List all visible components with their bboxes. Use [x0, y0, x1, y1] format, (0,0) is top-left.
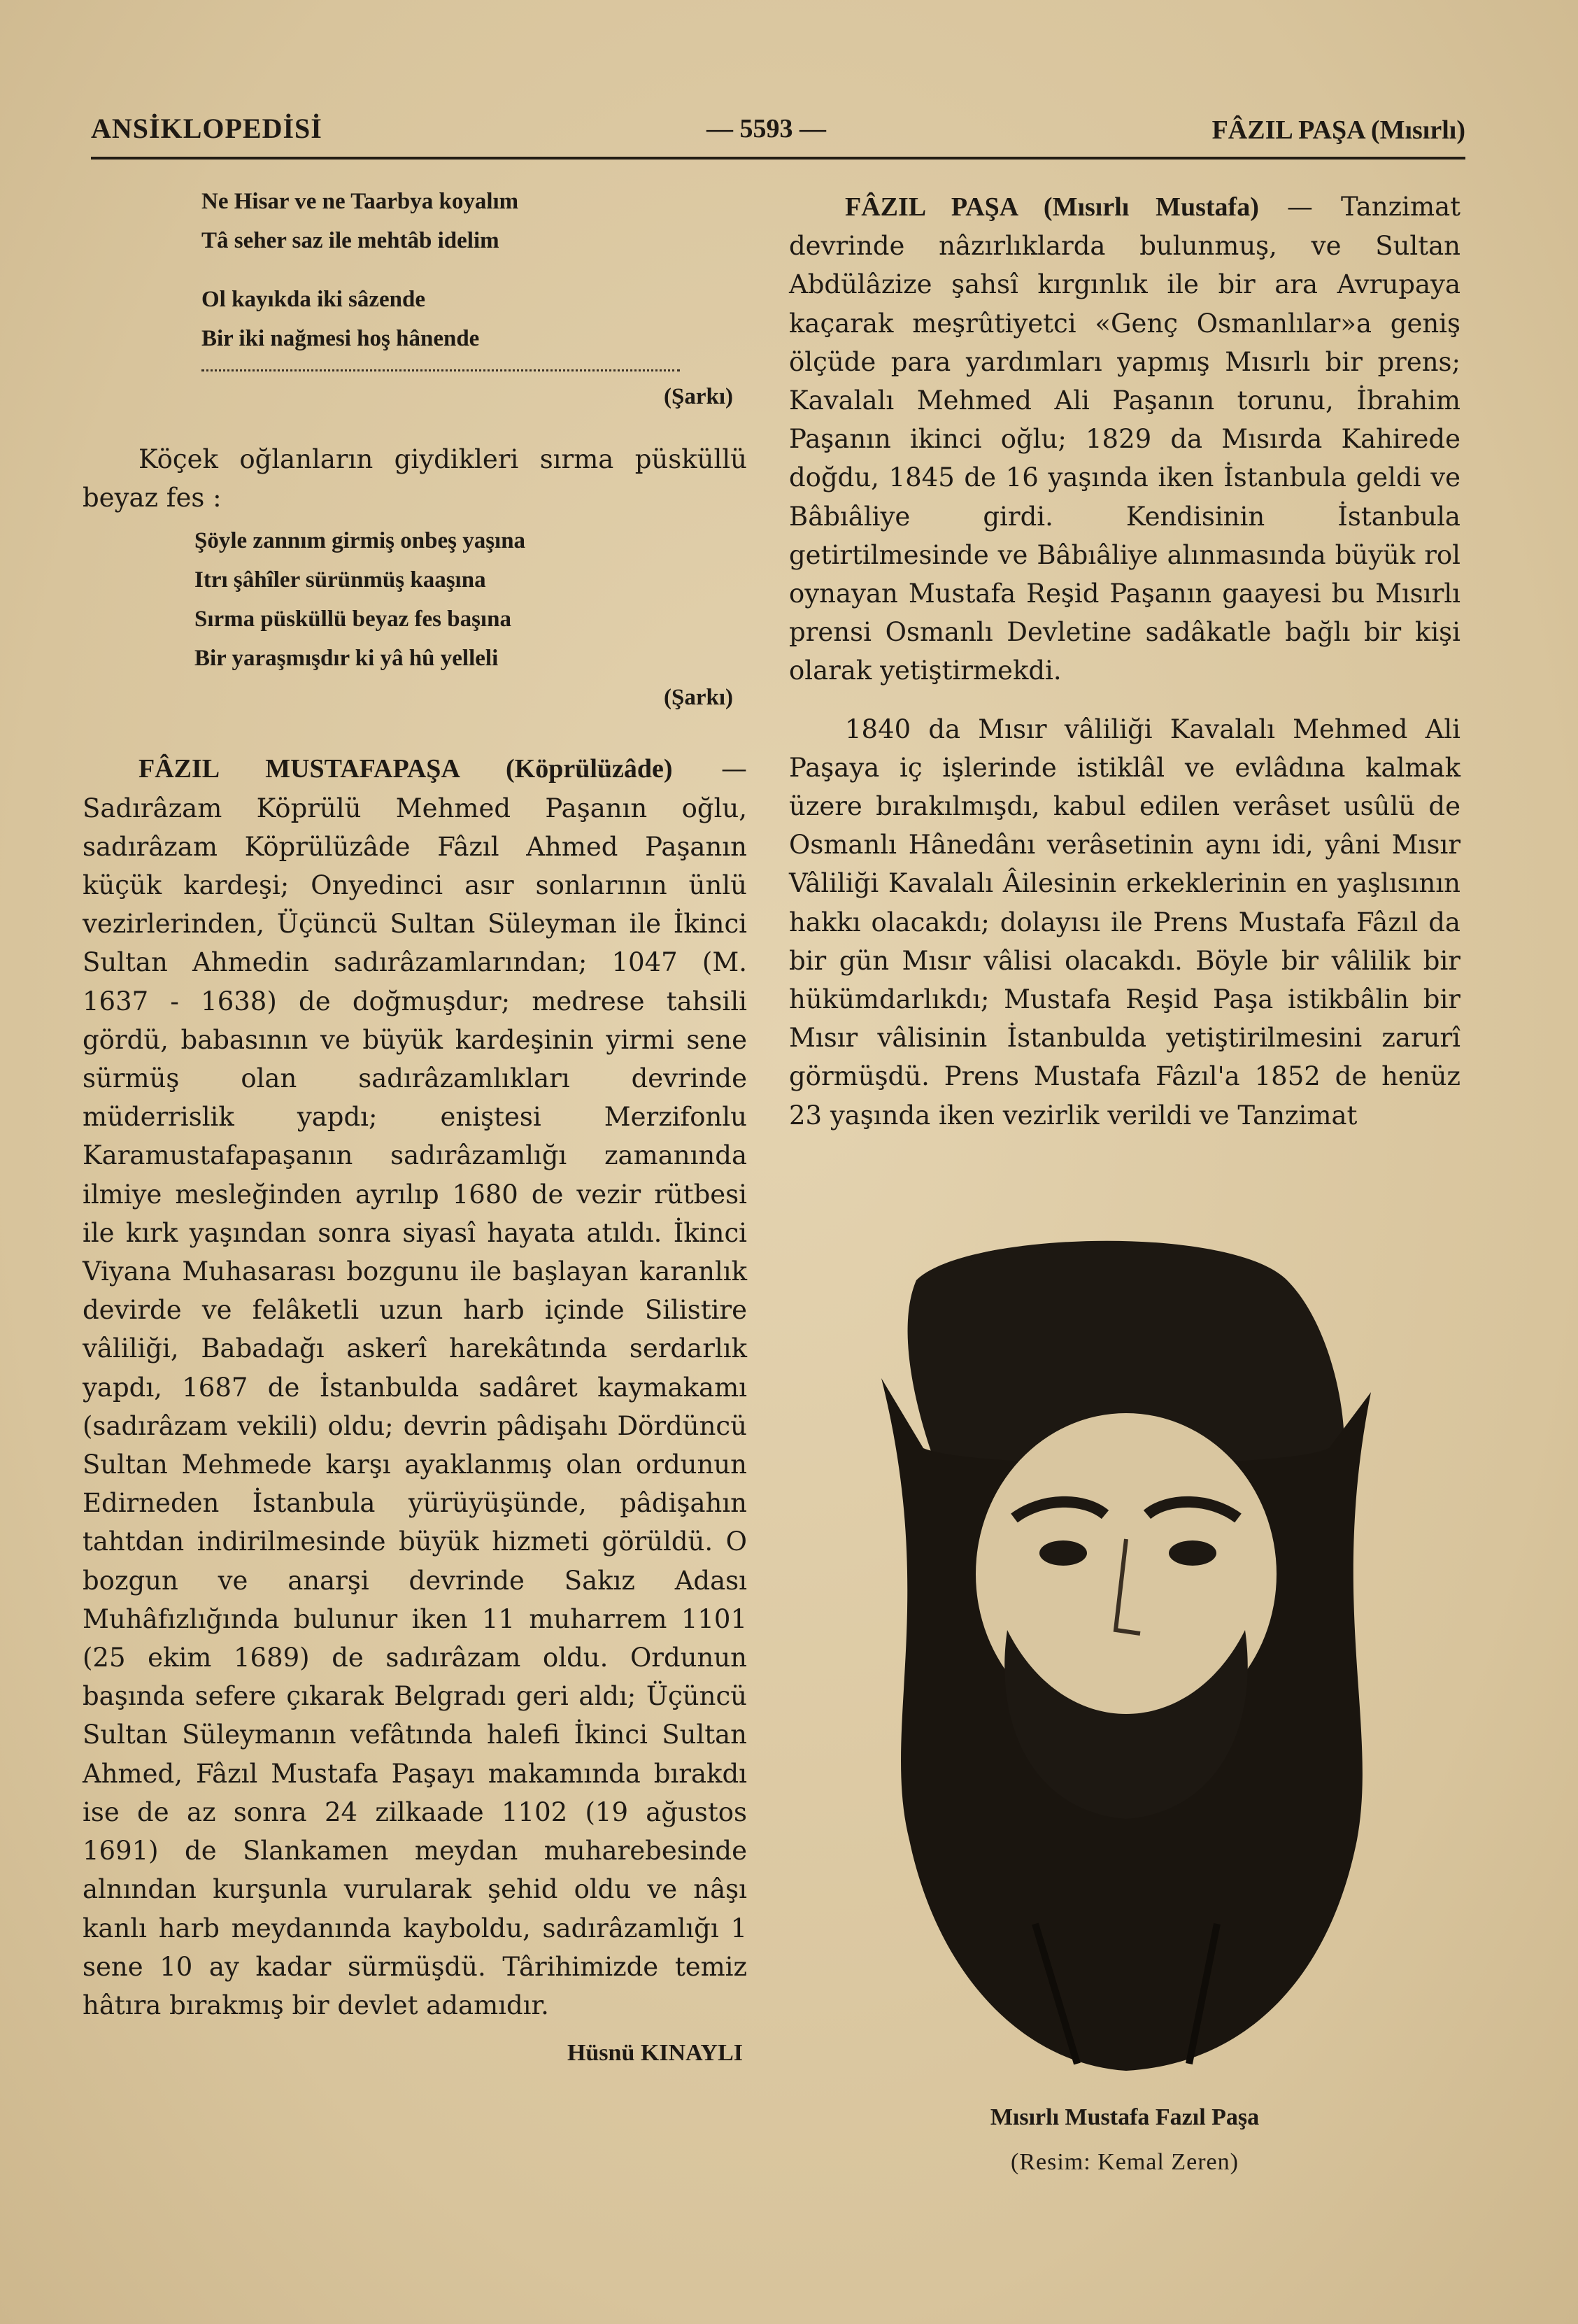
header-entry-title: FÂZIL PAŞA (Mısırlı) — [1211, 115, 1465, 145]
poem-line: Sırma püsküllü beyaz fes başına — [194, 607, 511, 632]
portrait-illustration — [797, 1238, 1455, 2078]
poem-line: Ol kayıkda iki sâzende — [201, 287, 425, 312]
article-heading: FÂZIL PAŞA (Mısırlı Mustafa) — [845, 192, 1259, 222]
poem-line: Tâ seher saz ile mehtâb idelim — [201, 228, 499, 253]
article-misirli-para-1 — [789, 187, 1460, 690]
poem-line: Şöyle zannım girmiş onbeş yaşına — [194, 528, 526, 554]
intro-paragraph: Köçek oğlanların giydikleri sırma püsküllü beyaz fes : — [83, 444, 747, 513]
poem-stanza-3 — [83, 521, 747, 678]
author-signature: Hüsnü KINAYLI — [567, 2040, 743, 2067]
poem-line: Itrı şâhîler sürünmüş kaaşına — [194, 567, 486, 593]
article-koprulu — [83, 749, 747, 2025]
song-label: (Şarkı) — [664, 685, 733, 711]
poem-line: Bir iki nağmesi hoş hânende — [201, 326, 480, 351]
poem-stanza-1 — [83, 182, 747, 260]
article-misirli-para-2: 1840 da Mısır vâliliği Kavalalı Mehmed Ali Paşaya iç işlerinde istiklâl ve evlâdına kalmak üzere bırakılmışdı, kabul edilen verâset usûlü de Osmanlı Hânedânı verâsetinin aynı idi, yâni Mısır Vâliliği Kavalalı Âilesinin erkeklerinin en yaşlısının hakkı olacakdı; dolayısı ile Prens Mustafa Fâzıl da bir gün Mısır vâlisi olacakdı. Böyle bir vâlilik bir hükümdarlıkdı; Mustafa Reşid Paşa istikbâlin bir Mısır vâlisinin İstanbulda yetiştirilmesini zarurî görmüşdü. Prens Mustafa Fâzıl'a 1852 de henüz 23 yaşında iken vezirlik verildi ve Tanzimat — [789, 714, 1460, 1131]
portrait-caption: Mısırlı Mustafa Fazıl Paşa — [990, 2104, 1260, 2130]
poem-line: Bir yaraşmışdır ki yâ hû yelleli — [194, 646, 499, 672]
poem-stanza-2 — [83, 280, 747, 358]
poem-line: Ne Hisar ve ne Taarbya koyalım — [201, 189, 519, 214]
header-rule — [91, 157, 1465, 160]
ellipsis-divider — [201, 358, 680, 371]
page-number: — 5593 — — [706, 114, 826, 143]
article-body: — Tanzimat devrinde nâzırlıklarda bulunmuş, ve Sultan Abdülâzize şahsî kırgınlık ile bir ara Avrupaya kaçarak meşrûtiyetci «Genç Osmanlılar»a geniş ölçüde para yardımları yapmış Mısırlı bir prens; Kavalalı Mehmed Ali Paşanın torunu, İbrahim Paşanın ikinci oğlu; 1829 da Mısırda Kahirede doğdu, 1845 de 16 yaşında iken İstanbula geldi ve Bâbıâliye girdi. Kendisinin İstanbula getirtilmesinde ve Bâbıâliye alınmasında büyük rol oynayan Mustafa Reşid Paşanın gaayesi bu Mısırlı prensi Osmanlı Devletine sadâkatle bağlı bir kişi olarak yetiştirmekdi. — [789, 192, 1461, 686]
portrait-credit: (Resim: Kemal Zeren) — [1011, 2149, 1239, 2175]
left-column — [83, 182, 747, 2067]
right-column — [789, 187, 1460, 1135]
article-body: — Sadırâzam Köprülü Mehmed Paşanın oğlu, sadırâzam Köprülüzâde Fâzıl Ahmed Paşanın küçük kardeşi; Onyedinci asır sonlarının ünlü vezirlerinden, Üçüncü Sultan Süleyman ile İkinci Sultan Ahmedin sadırâzamlarından; 1047 (M. 1637 - 1638) de doğmuşdur; medrese tahsili gördü, babasının ve büyük kardeşinin yirmi sene sürmüş olan sadırâzamlıkları devrinde müderrislik yapdı; eniştesi Merzifonlu Karamustafapaşanın sadırâzamlığı zamanında ilmiye mesleğinden ayrılıp 1680 de vezir rütbesi ile kırk yaşından sonra siyasî hayata atıldı. İkinci Viyana Muhasarası bozgunu ile başlayan karanlık devirde ve felâketli uzun harb içinde Silistire vâliliği, Babadağı askerî harekâtında serdarlık yapdı, 1687 de İstanbulda sadâret kaymakamı (sadırâzam vekili) oldu; devrin pâdişahı Dördüncü Sultan Mehmede karşı ayaklanmış olan ordunun Edirneden İstanbula yürüyüşünde, pâdişahın tahtdan indirilmesinde büyük hizmeti görüldü. O bozgun ve anarşi devrinde Sakız Adası Muhâfızlığında bulunur iken 11 muharrem 1101 (25 ekim 1689) de sadırâzam oldu. Ordunun başında sefere çıkarak Belgradı geri aldı; Üçüncü Sultan Süleymanın vefâtında halefi İkinci Sultan Ahmed, Fâzıl Mustafa Paşayı makamında bırakdı ise de az sonra 24 zilkaade 1102 (19 ağustos 1691) de Slankamen meydan muharebesinde alnından kurşunla vurularak şehid oldu ve nâşı kanlı harb meydanında kayboldu, sadırâzamlığı 1 sene 10 ay kadar sürmüşdü. Târihimizde temiz hâtıra bırakmış bir devlet adamıdır. — [83, 753, 748, 2020]
page-header — [91, 105, 1465, 161]
header-encyclopedia-title: ANSİKLOPEDİSİ — [91, 113, 322, 144]
song-label: (Şarkı) — [664, 384, 733, 409]
article-heading: FÂZIL MUSTAFAPAŞA (Köprülüzâde) — [138, 754, 673, 784]
